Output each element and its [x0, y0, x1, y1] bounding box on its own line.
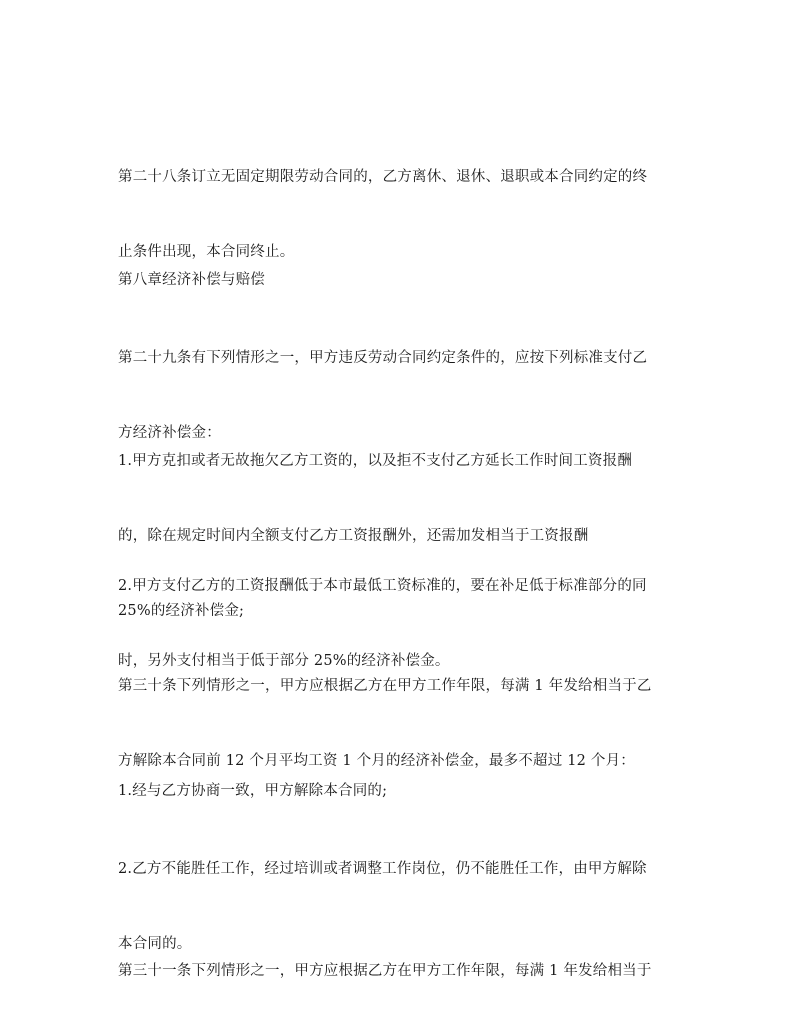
- text-line: 2.乙方不能胜任工作，经过培训或者调整工作岗位，仍不能胜任工作，由甲方解除: [118, 861, 647, 877]
- paragraph-article-31: [118, 909, 652, 1034]
- text-line: 方解除本合同前 12 个月平均工资 1 个月的经济补偿金，最多不超过 12 个月：: [118, 753, 635, 769]
- text-line: 1.甲方克扣或者无故拖欠乙方工资的，以及拒不支付乙方延长工作时间工资报酬: [118, 453, 633, 469]
- text-line: 第二十九条有下列情形之一，甲方违反劳动合同约定条件的，应按下列标准支付乙: [118, 350, 648, 366]
- text-line: 时，另外支付相当于低于部分 25%的经济补偿金。: [118, 653, 450, 669]
- text-line: 第三十一条下列情形之一，甲方应根据乙方在甲方工作年限，每满 1 年发给相当于: [118, 963, 652, 979]
- text-line: 本合同的。: [118, 936, 192, 952]
- text-line: 1.经与乙方协商一致，甲方解除本合同的;: [118, 783, 388, 799]
- text-line: 止条件出现，本合同终止。: [118, 244, 295, 260]
- text-line: 第三十条下列情形之一，甲方应根据乙方在甲方工作年限，每满 1 年发给相当于乙: [118, 678, 652, 694]
- text-line: 2.甲方支付乙方的工资报酬低于本市最低工资标准的，要在补足低于标准部分的同: [118, 578, 647, 594]
- text-line: 25%的经济补偿金;: [118, 603, 245, 619]
- text-line: 第八章经济补偿与赔偿: [118, 272, 265, 288]
- text-line: 的，除在规定时间内全额支付乙方工资报酬外，还需加发相当于工资报酬: [118, 528, 589, 544]
- text-line: 第二十八条订立无固定期限劳动合同的，乙方离休、退休、退职或本合同约定的终: [118, 169, 648, 185]
- text-line: 方经济补偿金：: [118, 425, 221, 441]
